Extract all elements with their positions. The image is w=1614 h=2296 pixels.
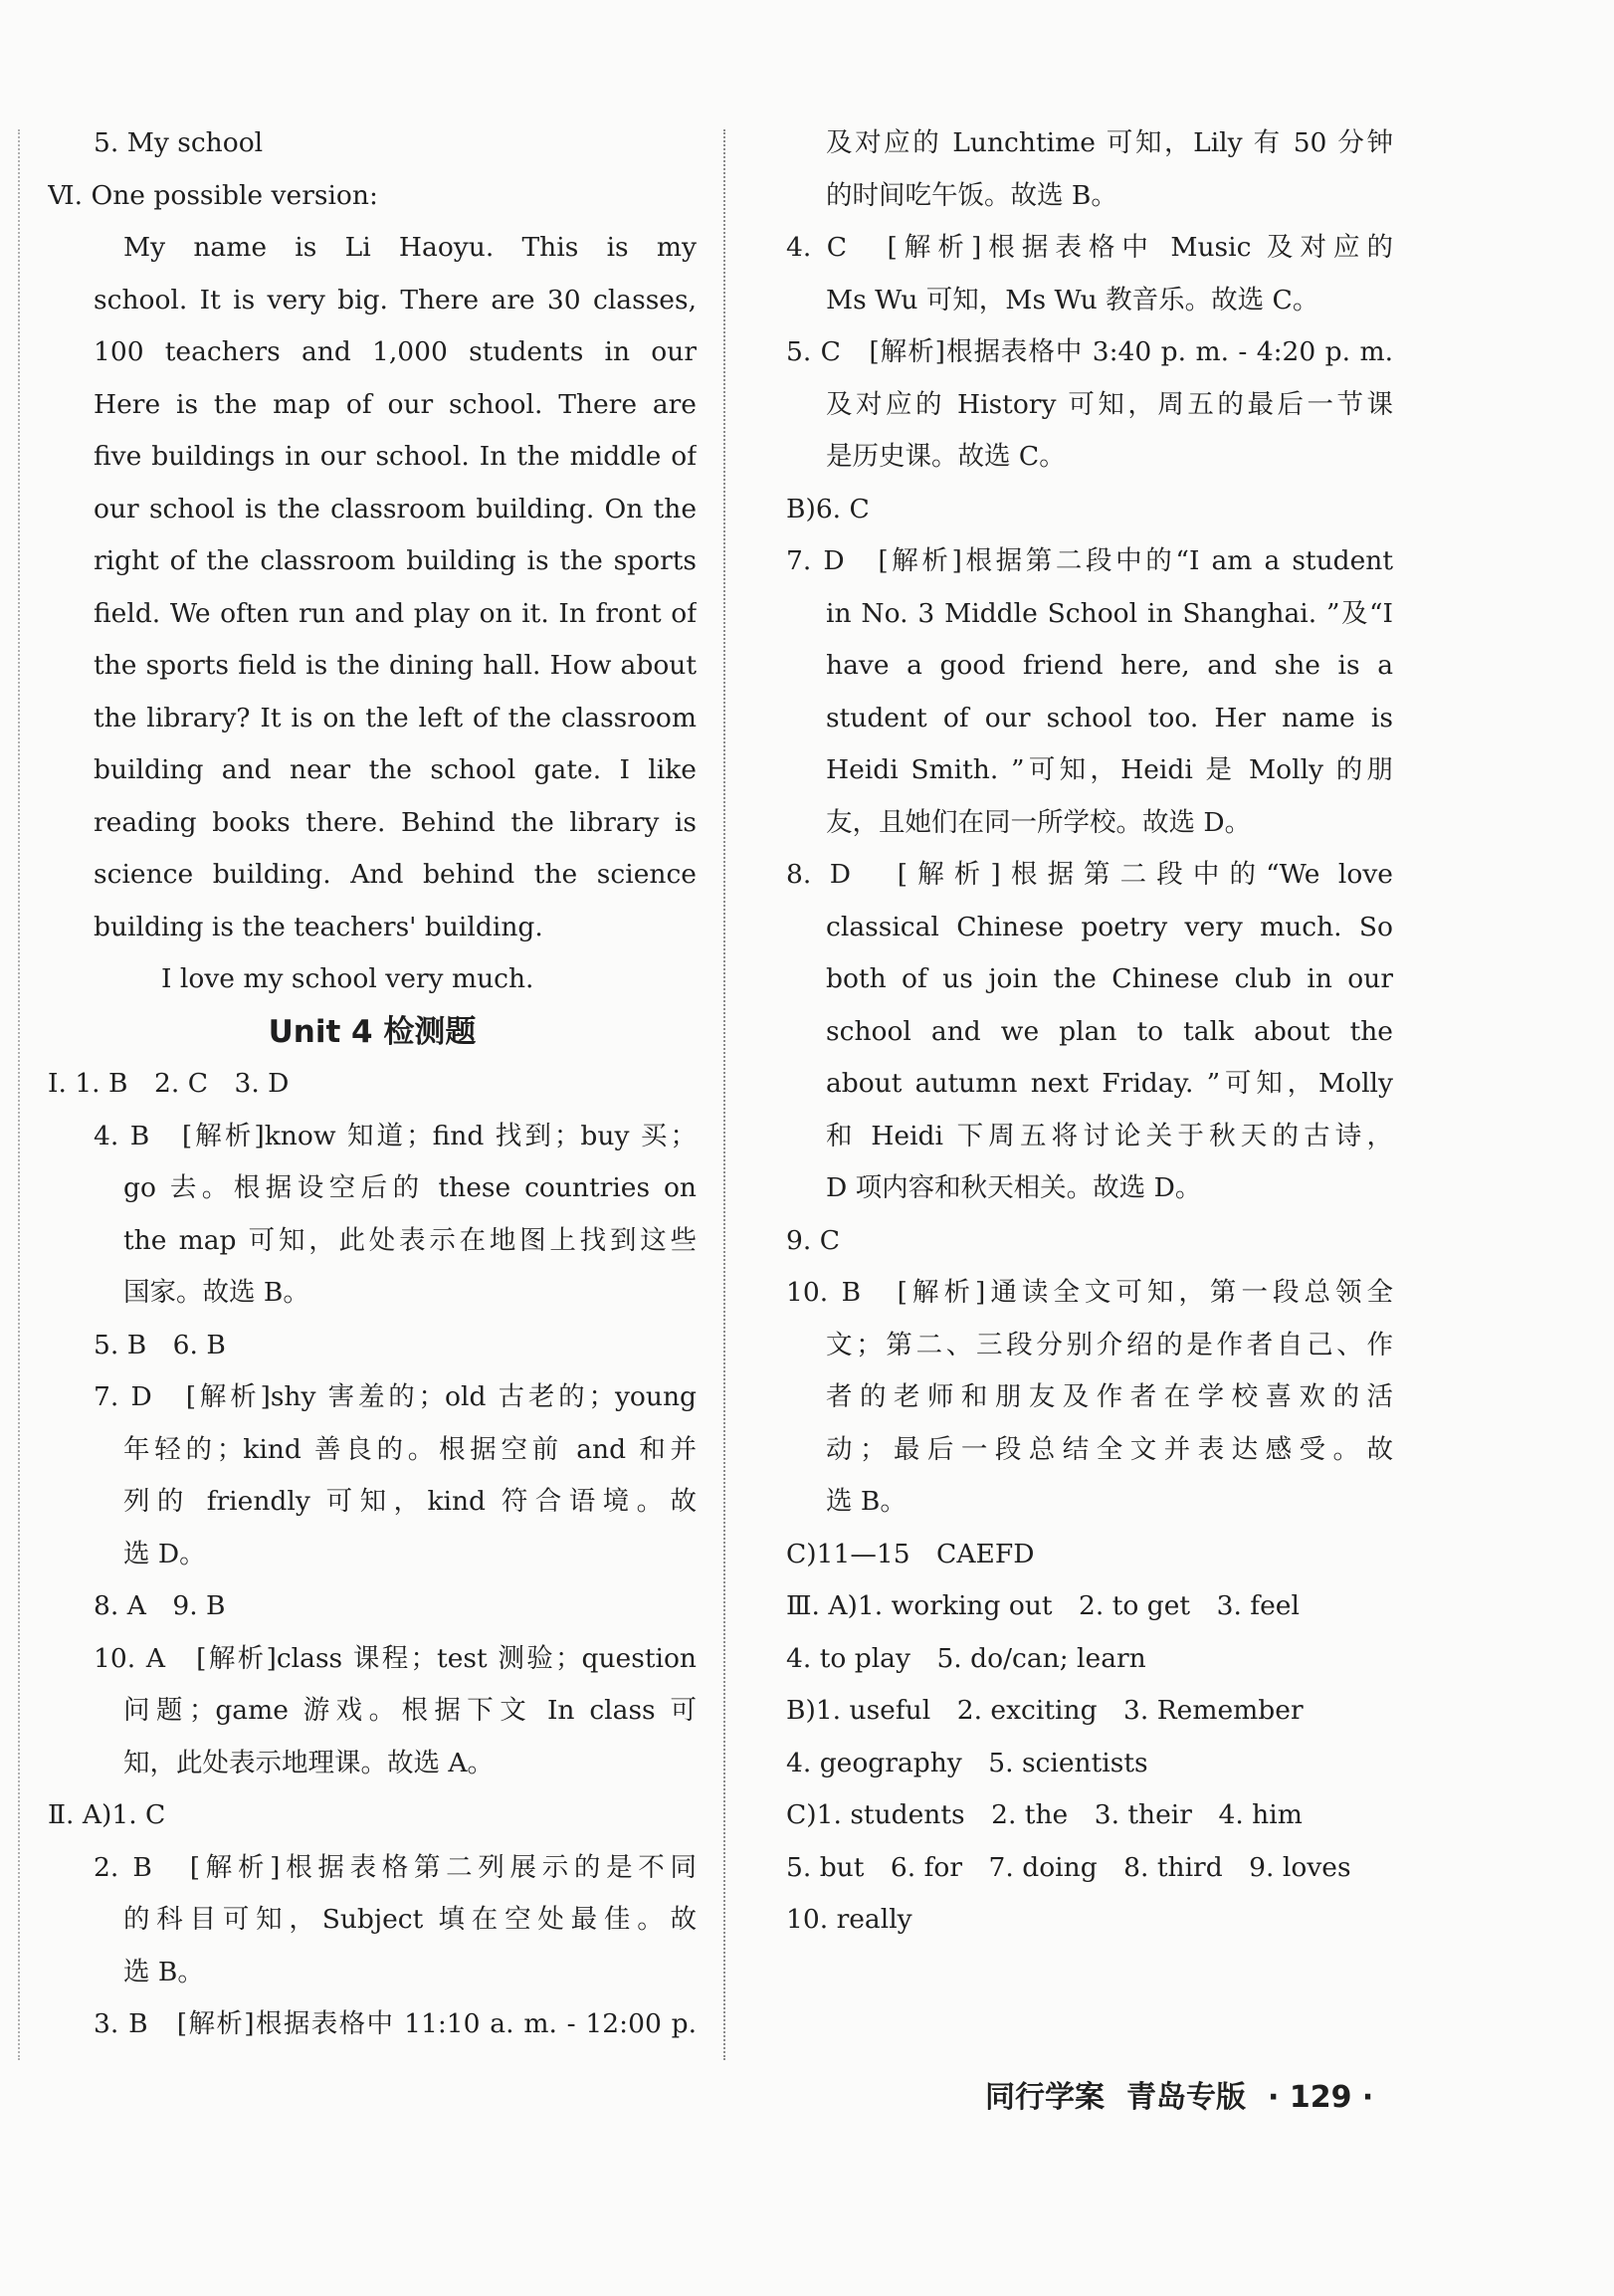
page-footer — [985, 2072, 1395, 2116]
binding-margin-line — [18, 129, 20, 2060]
answer-line: 动；最后一段总结全文并表达感受。故 — [826, 1433, 1393, 1465]
answer-line: 10. really — [786, 1904, 912, 1935]
answer-line: 7. D [解析]根据第二段中的“I am a student — [786, 545, 1393, 576]
answer-line: have a good friend here, and she is a — [826, 650, 1393, 681]
answer-line: 4. B [解析]know 知道；find 找到；buy 买； — [94, 1120, 697, 1151]
answer-line: 的时间吃午饭。故选 B。 — [826, 179, 1117, 211]
answer-line: 8. D [解析]根据第二段中的“We love — [786, 859, 1393, 890]
answer-line: B)6. C — [786, 493, 870, 524]
answer-line: 4. C [解析]根据表格中 Music 及对应的 — [786, 232, 1393, 263]
section-vi-header: Ⅵ. One possible version: — [48, 179, 378, 211]
answer-line: Ms Wu 可知，Ms Wu 教音乐。故选 C。 — [826, 284, 1319, 315]
answer-line: 国家。故选 B。 — [123, 1277, 309, 1308]
left-column — [48, 117, 697, 2051]
essay-line: the library? It is on the left of the classroom — [94, 702, 697, 733]
answer-line: 选 B。 — [123, 1956, 204, 1987]
answer-line: 选 B。 — [826, 1486, 907, 1517]
answer-line: both of us join the Chinese club in our — [826, 963, 1393, 994]
answer-line: 4. geography 5. scientists — [786, 1747, 1148, 1778]
answer-line: 5. but 6. for 7. doing 8. third 9. loves — [786, 1851, 1351, 1883]
answer-line: 者的老师和朋友及作者在学校喜欢的活 — [826, 1381, 1393, 1412]
essay-line: My name is Li Haoyu. This is my — [123, 232, 697, 263]
essay-line: field. We often run and play on it. In front of — [94, 597, 697, 629]
column-divider — [723, 129, 725, 2060]
answer-line: about autumn next Friday. ”可知，Molly — [826, 1068, 1393, 1099]
answer-line: 7. D [解析]shy 害羞的；old 古老的；young — [94, 1381, 697, 1412]
section-i-header: Ⅰ. 1. B 2. C 3. D — [48, 1068, 290, 1099]
essay-line: 100 teachers and 1,000 students in our — [94, 336, 697, 367]
answer-line: 10. A [解析]class 课程；test 测验；question — [94, 1642, 697, 1674]
answer-line: the map 可知，此处表示在地图上找到这些 — [123, 1224, 697, 1256]
right-column — [786, 117, 1393, 1947]
section-ii-header: Ⅱ. A)1. C — [48, 1799, 166, 1830]
answer-line: 年轻的；kind 善良的。根据空前 and 和并 — [123, 1433, 697, 1465]
answer-line: 5. C [解析]根据表格中 3:40 p. m. - 4:20 p. m. — [786, 336, 1393, 367]
answer-line: in No. 3 Middle School in Shanghai. ”及“I — [826, 597, 1393, 629]
answer-line: 9. C — [786, 1224, 840, 1256]
essay-line: building is the teachers' building. — [94, 911, 543, 942]
footer-edition: 青岛专版 — [1126, 2080, 1246, 2115]
answer-line: 2. B [解析]根据表格第二列展示的是不同 — [94, 1851, 697, 1883]
answer-line: 的科目可知，Subject 填在空处最佳。故 — [123, 1904, 697, 1935]
essay-line: Here is the map of our school. There are — [94, 388, 697, 420]
answer-line: 列的 friendly 可知，kind 符合语境。故 — [123, 1486, 697, 1517]
answer-line: 5. B 6. B — [94, 1329, 226, 1360]
section-iii-header: Ⅲ. A)1. working out 2. to get 3. feel — [786, 1590, 1300, 1621]
essay-line: our school is the classroom building. On the — [94, 493, 697, 524]
answer-line: 及对应的 Lunchtime 可知，Lily 有 50 分钟 — [826, 127, 1393, 158]
unit-4-heading: Unit 4 检测题 — [268, 1013, 477, 1050]
essay-line: reading books there. Behind the library is — [94, 806, 697, 838]
answer-line: classical Chinese poetry very much. So — [826, 911, 1393, 942]
answer-line: B)1. useful 2. exciting 3. Remember — [786, 1695, 1304, 1726]
answer-line: go 去。根据设空后的 these countries on — [123, 1172, 697, 1203]
answer-line: 和 Heidi 下周五将讨论关于秋天的古诗， — [826, 1120, 1393, 1151]
footer-brand: 同行学案 — [985, 2080, 1105, 2115]
essay-line: I love my school very much. — [161, 963, 534, 994]
essay-line: the sports field is the dining hall. How about — [94, 650, 697, 681]
answer-line: 是历史课。故选 C。 — [826, 441, 1066, 472]
essay-line: building and near the school gate. I like — [94, 754, 697, 785]
answer-line: student of our school too. Her name is — [826, 702, 1393, 733]
essay-line: right of the classroom building is the sports — [94, 545, 697, 576]
answer-line: 及对应的 History 可知，周五的最后一节课 — [826, 388, 1393, 420]
answer-line: 友，且她们在同一所学校。故选 D。 — [826, 806, 1252, 838]
answer-line: school and we plan to talk about the — [826, 1015, 1393, 1047]
page-number: · 129 · — [1268, 2080, 1374, 2115]
answer-line: D 项内容和秋天相关。故选 D。 — [826, 1172, 1202, 1203]
answer-line: C)1. students 2. the 3. their 4. him — [786, 1799, 1303, 1830]
answer-line: 知，此处表示地理课。故选 A。 — [123, 1747, 495, 1778]
essay-line: school. It is very big. There are 30 classes, — [94, 284, 697, 315]
answer-line: 4. to play 5. do/can; learn — [786, 1642, 1146, 1674]
answer-line: C)11—15 CAEFD — [786, 1538, 1035, 1569]
answer-line: 3. B [解析]根据表格中 11:10 a. m. - 12:00 p. — [94, 2008, 697, 2039]
essay-line: five buildings in our school. In the middle of — [94, 441, 697, 472]
answer-line: Heidi Smith. ”可知，Heidi 是 Molly 的朋 — [826, 754, 1393, 785]
essay-line: science building. And behind the science — [94, 859, 697, 890]
answer-line: 10. B [解析]通读全文可知，第一段总领全 — [786, 1277, 1393, 1308]
text-line: 5. My school — [94, 127, 264, 158]
answer-line: 8. A 9. B — [94, 1590, 226, 1621]
answer-line: 文；第二、三段分别介绍的是作者自己、作 — [826, 1329, 1393, 1360]
answer-line: 问题；game 游戏。根据下文 In class 可 — [123, 1695, 697, 1726]
answer-line: 选 D。 — [123, 1538, 206, 1569]
